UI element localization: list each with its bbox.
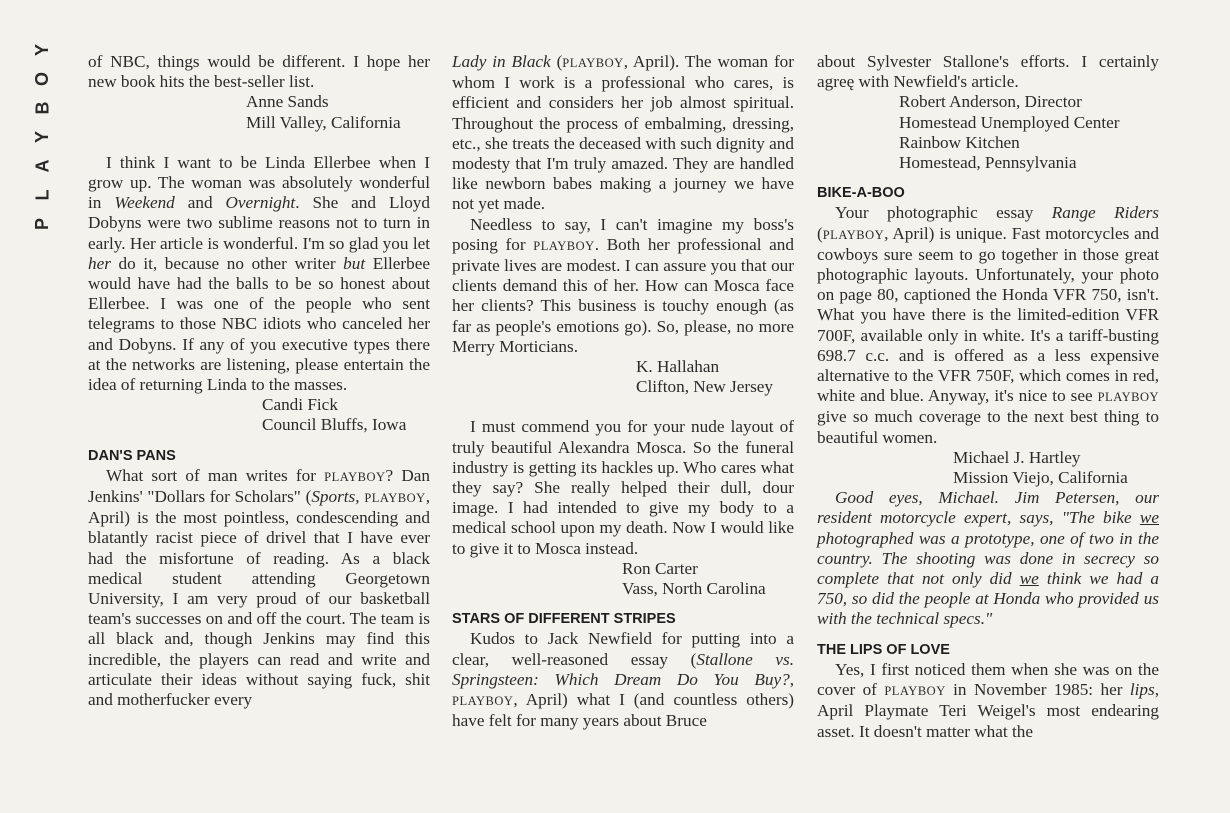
spine-letter: O: [31, 71, 52, 87]
section-heading: BIKE-A-BOO: [817, 185, 905, 202]
signature-name: Robert Anderson, Director: [899, 92, 1082, 112]
signature-name: Candi Fick: [262, 395, 338, 415]
signature-name: Michael J. Hartley: [953, 447, 1081, 467]
spine-letter: B: [32, 101, 52, 115]
column-3: [817, 52, 1159, 742]
signature-name: Anne Sands: [246, 92, 329, 112]
section-heading: STARS OF DIFFERENT STRIPES: [452, 611, 676, 628]
column-2: [452, 52, 794, 732]
signature-location: Mill Valley, California: [246, 112, 401, 132]
letter-paragraph: of NBC, things would be different. I hope her new book hits the best-seller list.: [88, 52, 430, 92]
signature-name: Ron Carter: [622, 558, 698, 578]
signature-location: Council Bluffs, Iowa: [262, 415, 407, 435]
signature-location: Clifton, New Jersey: [636, 377, 773, 397]
spine-letter: P: [31, 217, 52, 231]
letter-paragraph: about Sylvester Stallone's efforts. I certainly agreę with Newfield's article.: [817, 52, 1159, 92]
letter-paragraph: I think I want to be Linda Ellerbee when I grow up. The woman was absolutely wonderful in Weekend and Overnight. She and Lloyd Dobyns were two sublime reasons not to turn in early. Her article is wonderful. I'm so glad you let her do it, because no other writer but Ellerbee would have had the balls to be so honest about Ellerbee. I was one of the people who sent telegrams to those NBC idiots who canceled her and Dobyns. If any of you executive types there at the networks are listening, please entertain the idea of returning Linda to the masses.: [88, 152, 430, 395]
signature-name: K. Hallahan: [636, 357, 720, 377]
editor-reply: Good eyes, Michael. Jim Petersen, our resident motorcycle expert, says, "The bike we photographed was a prototype, one of two in the country. The shooting was done in secrecy so complete that not only did we think we had a 750, so did the people at Honda who provided us with the technical specs.": [817, 488, 1159, 629]
signature-location: Vass, North Carolina: [622, 579, 766, 599]
letter-paragraph: I must commend you for your nude layout of truly beautiful Alexandra Mosca. So the funeral industry is getting its hackles up. Who cares what they say? She really helped their dull, dour image. I had intended to give my body to a medical school upon my death. Now I would like to give it to Mosca instead.: [452, 417, 794, 558]
section-heading: DAN'S PANS: [88, 447, 176, 464]
letter-paragraph: Lady in Black (PLAYBOY, April). The woman for whom I work is a professional who cares, is efficient and considers her job almost spiritual. Throughout the process of embalming, dressing, etc., she treats the deceased with such dignity and modesty that I'm truly amazed. They are handled like newborn babes making a journey we have not yet made.: [452, 52, 794, 214]
signature-location: Mission Viejo, California: [953, 468, 1128, 488]
signature-line: Rainbow Kitchen: [899, 132, 1020, 152]
letter-paragraph: Kudos to Jack Newfield for putting into a clear, well-reasoned essay (Stallone vs. Springsteen: Which Dream Do You Buy?, PLAYBOY, April) what I (and countless others) have felt for many years about Bruce: [452, 629, 794, 731]
letter-paragraph: Yes, I first noticed them when she was on the cover of PLAYBOY in November 1985: her lips, April Playmate Teri Weigel's most endearing asset. It doesn't matter what the: [817, 659, 1159, 741]
playboy-spine-logo: [30, 40, 54, 240]
spine-letter: A: [32, 159, 52, 173]
signature-location: Homestead, Pennsylvania: [899, 153, 1077, 173]
signature-line: Homestead Unemployed Center: [899, 112, 1120, 132]
section-heading: THE LIPS OF LOVE: [817, 641, 950, 658]
spine-letter: Y: [31, 43, 52, 57]
column-1: [88, 52, 430, 710]
spine-letter: Y: [31, 130, 52, 144]
letter-paragraph: What sort of man writes for PLAYBOY? Dan Jenkins' "Dollars for Scholars" (Sports, PLAYBOY, April) is the most pointless, condescending and blatantly racist piece of drivel that I have ever had the misfortune of reading. As a black medical student attending Georgetown University, I am very proud of our basketball team's successes on and off the court. The team is all black and, though Jenkins may find this incredible, the players can read and write and articulate their ideas without saying fuck, shit and motherfucker every: [88, 465, 430, 710]
letter-paragraph: Your photographic essay Range Riders (PLAYBOY, April) is unique. Fast motorcycles and cowboys sure seem to go together in those great photographic layouts. Unfortunately, your photo on page 80, captioned the Honda VFR 750, isn't. What you have there is the limited-edition VFR 700F, available only in white. It's a tariff-busting 698.7 c.c. and is offered as a less expensive alternative to the VFR 750F, which comes in red, white and blue. Anyway, it's nice to see PLAYBOY give so much coverage to the next best thing to beautiful women.: [817, 203, 1159, 447]
spine-letter: L: [32, 189, 52, 201]
letter-paragraph: Needless to say, I can't imagine my boss's posing for PLAYBOY. Both her professional and private lives are modest. I can assure you that our clients demand this of her. How can Mosca face her clients? This business is touchy enough (as far as people's emotions go). So, please, no more Merry Morticians.: [452, 214, 794, 356]
